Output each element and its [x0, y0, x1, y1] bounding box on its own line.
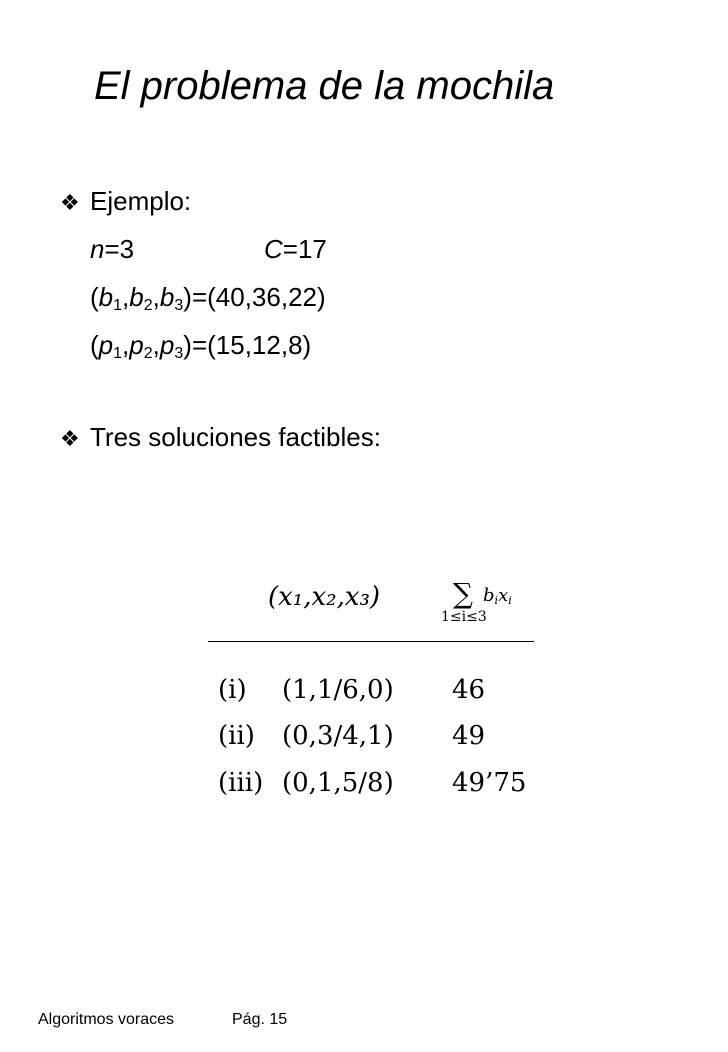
footer-page-number: Pág. 15 — [232, 1011, 288, 1028]
table-header-vector: (x₁,x₂,x₃) — [268, 582, 381, 612]
row-vector: (0,1,5/8) — [282, 768, 394, 798]
row-value: 49 — [452, 721, 486, 751]
b3-var: b — [159, 282, 175, 312]
p2-var: p — [129, 330, 144, 360]
p3-var: p — [159, 330, 175, 360]
bullet-diamond-icon: ❖ — [60, 426, 80, 451]
table-header-sum — [441, 577, 541, 630]
b1-var: b — [98, 282, 114, 312]
n-variable: n — [90, 234, 105, 264]
bullet-diamond-icon: ❖ — [60, 190, 80, 215]
sum-expression: $b_ix_i$ — [483, 585, 512, 607]
row-vector: (1,1/6,0) — [282, 675, 394, 705]
table-header-rule — [208, 641, 534, 642]
row-label: (ii) — [218, 721, 255, 751]
slide-title: El problema de la mochila — [94, 64, 555, 108]
b2-var: b — [129, 282, 144, 312]
c-variable: C — [264, 234, 283, 264]
example-heading: Ejemplo: — [90, 186, 192, 216]
row-vector: (0,3/4,1) — [282, 721, 394, 751]
weights-values: =(15,12,8) — [191, 330, 312, 360]
example-benefits-line: $(b_1,b_2,b_3)=(40,36,22)$ — [90, 282, 326, 314]
n-value: =3 — [104, 234, 135, 264]
row-value: 46 — [452, 675, 486, 705]
footer-course: Algoritmos voraces — [38, 1011, 175, 1028]
c-value: =17 — [282, 234, 327, 264]
example-n-line — [90, 236, 134, 262]
example-weights-line: $(p_1,p_2,p_3)=(15,12,8)$ — [90, 330, 312, 362]
sum-range: 1≤i≤3 — [441, 609, 487, 625]
row-value: 49’75 — [452, 768, 527, 798]
p1-var: p — [98, 330, 114, 360]
sum-symbol: ∑ — [453, 577, 473, 610]
row-label: (iii) — [218, 768, 264, 798]
benefits-values: =(40,36,22) — [191, 282, 326, 312]
row-label: (i) — [218, 675, 247, 705]
solutions-heading: Tres soluciones factibles: — [90, 422, 381, 452]
example-c-line — [264, 236, 327, 262]
